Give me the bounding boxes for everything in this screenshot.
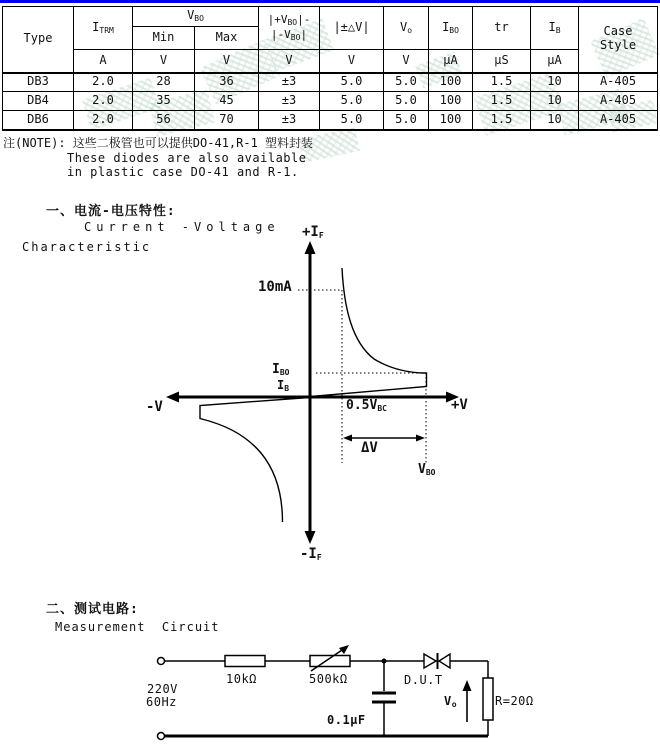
dut-diac-left-triangle: [424, 654, 436, 668]
cell-vo: 5.0: [384, 73, 429, 92]
cell-tr: 1.5: [473, 73, 531, 92]
top-blue-rule: [0, 0, 660, 3]
cell-diff: ±3: [259, 73, 320, 92]
cell-ibo: 100: [429, 92, 473, 111]
label-load-resistor: R=20Ω: [495, 694, 534, 708]
cell-ib: 10: [531, 73, 579, 92]
col-dv-header: |±△V|: [320, 7, 384, 50]
label-source-voltage: 220V: [147, 682, 178, 696]
cell-type: DB3: [3, 73, 74, 92]
resistor-10k: [225, 656, 265, 667]
cell-diff: ±3: [259, 92, 320, 111]
cell-case: A-405: [579, 92, 658, 111]
table-row-db6: [3, 111, 658, 130]
label-10ma: 10mA: [258, 279, 292, 295]
cell-type: DB4: [3, 92, 74, 111]
cell-itrm: 2.0: [74, 111, 133, 130]
cell-min: 35: [133, 92, 195, 111]
cell-ibo: 100: [429, 111, 473, 130]
label-minus-if: $-I_F$: [300, 546, 322, 562]
cell-itrm: 2.0: [74, 73, 133, 92]
cell-max: 70: [195, 111, 259, 130]
cell-vo: 5.0: [384, 111, 429, 130]
col-type-header: Type: [3, 7, 74, 73]
cell-itrm: 2.0: [74, 92, 133, 111]
unit-max: V: [195, 50, 259, 73]
col-tr-header: tr: [473, 7, 531, 50]
cell-tr: 1.5: [473, 111, 531, 130]
label-plus-if: $+I_F$: [302, 224, 324, 240]
cell-dv: 5.0: [320, 73, 384, 92]
cell-dv: 5.0: [320, 111, 384, 130]
col-ib-header: $I_B$: [531, 7, 579, 50]
col-min-header: Min: [133, 27, 195, 50]
label-vo: $V_o$: [444, 694, 458, 709]
cell-min: 56: [133, 111, 195, 130]
variable-arrow-head: [339, 645, 349, 654]
col-vbo-diff-header: $|+V_{BO}|-$ $|-V_{BO}|$: [259, 7, 320, 50]
cell-tr: 1.5: [473, 92, 531, 111]
label-capacitor: 0.1μF: [327, 713, 366, 727]
cell-max: 45: [195, 92, 259, 111]
measurement-circuit-figure: [140, 640, 560, 745]
unit-min: V: [133, 50, 195, 73]
col-max-header: Max: [195, 27, 259, 50]
axis-arrow-up: [305, 241, 316, 254]
label-source-frequency: 60Hz: [146, 695, 177, 709]
label-ibo: $I_{BO}$: [272, 362, 290, 377]
resistor-load: [483, 678, 493, 720]
cell-vo: 5.0: [384, 92, 429, 111]
unit-tr: μS: [473, 50, 531, 73]
unit-dv: V: [320, 50, 384, 73]
cell-ib: 10: [531, 92, 579, 111]
label-delta-v: ΔV: [361, 440, 378, 456]
cell-max: 36: [195, 73, 259, 92]
curve-quadrant1: [311, 268, 427, 397]
unit-itrm: A: [74, 50, 133, 73]
dut-diac-right-triangle: [439, 654, 450, 668]
section1-title-en1: Current -Voltage: [84, 220, 280, 234]
label-dut: D.U.T: [404, 673, 443, 687]
terminal-top: [158, 658, 165, 665]
col-case-header: [579, 7, 658, 73]
resistor-500k-variable: [310, 656, 350, 667]
unit-ibo: μA: [429, 50, 473, 73]
cell-case: A-405: [579, 111, 658, 130]
note-line2: These diodes are also available: [67, 151, 307, 165]
iv-curve-figure: [140, 220, 480, 570]
case-line2: Style: [599, 38, 637, 53]
col-ibo-header: $I_{BO}$: [429, 7, 473, 50]
unit-ib: μA: [531, 50, 579, 73]
label-plus-v: +V: [451, 397, 468, 413]
cell-min: 28: [133, 73, 195, 92]
label-ib: $I_B$: [277, 378, 290, 393]
case-line1: Case: [603, 24, 633, 39]
terminal-bottom: [158, 733, 165, 740]
spec-table: [2, 6, 658, 131]
cell-ibo: 100: [429, 73, 473, 92]
note-line3: in plastic case DO-41 and R-1.: [67, 165, 299, 179]
label-minus-v: -V: [146, 399, 163, 415]
deltav-arrow-right: [416, 435, 425, 442]
vo-arrow-head: [463, 680, 472, 691]
section1-title-en2: Characteristic: [22, 240, 152, 254]
note-line1: 注(NOTE): 这些二极管也可以提供DO-41,R-1 塑料封装: [3, 136, 314, 150]
cell-case: A-405: [579, 73, 658, 92]
label-vbo: $V_{BO}$: [418, 462, 436, 477]
table-row-db3: [3, 73, 658, 92]
unit-vo: V: [384, 50, 429, 73]
axis-arrow-left: [166, 392, 179, 403]
unit-diff: V: [259, 50, 320, 73]
col-vbo-header: $V_{BO}$: [133, 7, 259, 27]
section2-title-en: Measurement Circuit: [55, 620, 220, 634]
col-itrm-header: $I_{TRM}$: [74, 7, 133, 50]
table-row-db4: [3, 92, 658, 111]
section1-title-cn: 一、电流-电压特性:: [46, 204, 176, 219]
label-resistor-10k: 10kΩ: [226, 672, 257, 686]
cell-diff: ±3: [259, 111, 320, 130]
label-resistor-500k: 500kΩ: [309, 672, 348, 686]
section2-title-cn: 二、测试电路:: [46, 602, 139, 617]
deltav-arrow-left: [343, 435, 352, 442]
col-vo-header: $V_o$: [384, 7, 429, 50]
curve-quadrant3: [200, 398, 309, 523]
cell-type: DB6: [3, 111, 74, 130]
cell-ib: 10: [531, 111, 579, 130]
cell-dv: 5.0: [320, 92, 384, 111]
label-half-vbc: $0.5V_{BC}$: [346, 398, 387, 413]
axis-arrow-down: [305, 531, 316, 544]
